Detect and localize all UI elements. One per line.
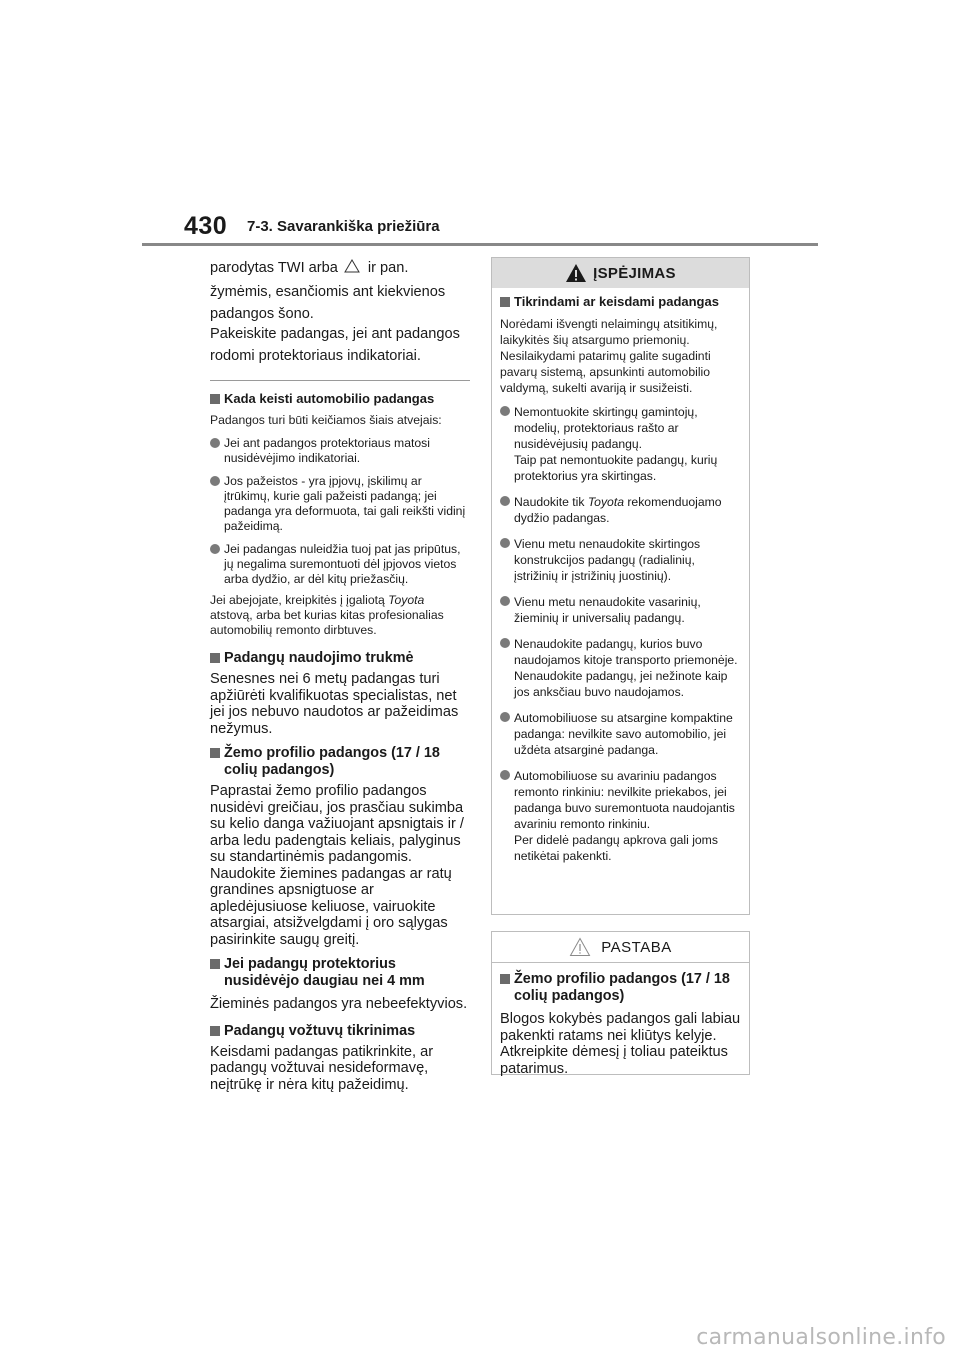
- left-column: [210, 258, 470, 1093]
- when-heading: [210, 391, 470, 407]
- intro-line-3: padangos šono.: [210, 306, 314, 322]
- lowprofile-heading-text: Žemo profilio padangos (17 / 18 colių padangos): [224, 745, 440, 778]
- bullet-text: Nemontuokite skirtingų gamintojų, modelių, protektoriaus rašto ar nusidėvėjusių padangų.: [514, 405, 698, 451]
- list-item: [500, 404, 741, 484]
- life-text: [210, 671, 470, 737]
- warning-title: ĮSPĖJIMAS: [593, 264, 676, 282]
- round-bullet-icon: [500, 712, 510, 722]
- square-bullet-icon: [210, 394, 220, 404]
- valve-text: Keisdami padangas patikrinkite, ar padangų vožtuvai nesideformavę, neįtrūkę ir nėra kitų pažeidimų.: [210, 1043, 434, 1093]
- dealer-note: [210, 593, 470, 638]
- round-bullet-icon: [210, 438, 220, 448]
- warning-heading: [500, 294, 741, 310]
- bullet-text-b: rekomenduojamo dydžio padangas.: [514, 495, 722, 525]
- round-bullet-icon: [500, 406, 510, 416]
- lowprofile-text-content: Paprastai žemo profilio padangos nusidėvi greičiau, jos prasčiau sukimba su kelio danga važiuojant apsnigtais ir / arba ledu padengtais keliais, palyginus su standartinėmis padangomis. Naudokite žiemines padangas ar ratų grandines apsnigtuose ar apledėjusiuose keliuose, vairuokite atsargiai, atsižvelgdami į oro sąlygas pasirinkite saugų greitį.: [210, 783, 464, 948]
- square-bullet-icon: [210, 959, 220, 969]
- brand-name: Toyota: [388, 593, 425, 607]
- bullet-text-a: Naudokite tik: [514, 495, 588, 509]
- dealer-note-a: Jei abejojate, kreipkitės į įgaliotą: [210, 593, 389, 607]
- brand-name: Toyota: [587, 495, 624, 509]
- list-item-text: [514, 636, 741, 700]
- list-item-text: [514, 404, 741, 484]
- tread4mm-text: Žieminės padangos yra nebeefektyvios.: [210, 996, 468, 1012]
- intro-line-1-a: parodytas TWI arba: [210, 260, 338, 276]
- warning-content: [492, 288, 749, 864]
- tread4mm-heading: [210, 956, 470, 990]
- note-header: [492, 932, 749, 962]
- note-title: PASTABA: [601, 938, 672, 956]
- life-heading: [210, 650, 470, 667]
- list-item-text: Jei ant padangos protektoriaus matosi nusidėvėjimo indikatoriai.: [224, 436, 430, 465]
- bullet-text: Nenaudokite padangų, kurios buvo naudojamos kitoje transporto priemonėje.: [514, 637, 738, 667]
- list-item-text: Automobiliuose su atsargine kompaktine padanga: nevilkite savo automobilio, jei uždėta atsarginė padanga.: [514, 711, 733, 757]
- intro-paragraph: [210, 258, 470, 366]
- list-item-text: [514, 494, 741, 526]
- note-box: [491, 931, 750, 1075]
- dealer-note-b: atstovą, arba bet kurias kitas profesionalias automobilių remonto dirbtuves.: [210, 608, 444, 637]
- bullet-text-extra: Nenaudokite padangų, jei nežinote kaip jos anksčiau buvo naudojamos.: [514, 669, 728, 699]
- list-item: [500, 494, 741, 526]
- list-item-text: [514, 768, 741, 864]
- list-item: [500, 636, 741, 700]
- life-text-content: Senesnes nei 6 metų padangas turi apžiūrėti kvalifikuotas specialistas, net jei jos nebuvo naudotos ar pažeidimas nežymus.: [210, 671, 459, 737]
- section-divider: [210, 380, 470, 381]
- round-bullet-icon: [500, 538, 510, 548]
- life-heading-text: Padangų naudojimo trukmė: [224, 650, 414, 666]
- list-item-text: Jos pažeistos - yra įpjovų, įskilimų ar įtrūkimų, kurie gali pažeisti padangą; jei padanga yra deformuota, tai gali reikšti vidinį pažeidimą.: [224, 474, 466, 533]
- list-item: [500, 594, 741, 626]
- round-bullet-icon: [500, 638, 510, 648]
- list-item: [210, 474, 470, 534]
- note-heading: [500, 971, 741, 1005]
- list-item-text: Vienu metu nenaudokite vasarinių, žieminių ir universalių padangų.: [514, 595, 701, 625]
- intro-line-4: Pakeiskite padangas, jei ant padangos: [210, 326, 460, 342]
- square-bullet-icon: [210, 653, 220, 663]
- when-intro: Padangos turi būti keičiamos šiais atvejais:: [210, 413, 442, 427]
- lowprofile-heading: [210, 745, 470, 779]
- lowprofile-text: [210, 783, 470, 948]
- bullet-text-extra: Per didelė padangų apkrova gali joms netikėtai pakenkti.: [514, 833, 718, 863]
- list-item-text: Jei padangas nuleidžia tuoj pat jas pripūtus, jų negalima suremontuoti dėl įpjovos vietos arba dydžio, ar dėl kitų priežasčių.: [224, 542, 461, 586]
- valve-heading-text: Padangų vožtuvų tikrinimas: [224, 1022, 416, 1039]
- square-bullet-icon: [500, 297, 510, 307]
- list-item: [500, 768, 741, 864]
- valve-heading: [210, 1023, 470, 1040]
- round-bullet-icon: [500, 596, 510, 606]
- warning-heading-text: Tikrindami ar keisdami padangas: [514, 294, 719, 309]
- list-item-text: Vienu metu nenaudokite skirtingos konstrukcijos padangų (radialinių, įstrižinių ir įstrižinių juostinių).: [514, 537, 701, 583]
- watermark: carmanualsonline.info: [696, 1325, 946, 1350]
- round-bullet-icon: [500, 496, 510, 506]
- warning-header: [492, 258, 749, 288]
- notice-triangle-icon: [569, 937, 591, 957]
- section-title: 7-3. Savarankiška priežiūra: [247, 218, 440, 235]
- header-rule: [142, 243, 818, 246]
- round-bullet-icon: [210, 476, 220, 486]
- intro-line-5: rodomi protektoriaus indikatoriai.: [210, 348, 421, 364]
- list-item: [500, 536, 741, 584]
- list-item: [210, 436, 470, 466]
- warning-box: [491, 257, 750, 915]
- list-item: [210, 542, 470, 587]
- note-content: [492, 963, 749, 1077]
- list-item: [500, 710, 741, 758]
- square-bullet-icon: [210, 1026, 220, 1036]
- note-heading-text: Žemo profilio padangos (17 / 18 colių padangos): [514, 971, 730, 1004]
- square-bullet-icon: [500, 974, 510, 984]
- intro-line-2: žymėmis, esančiomis ant kiekvienos: [210, 284, 446, 300]
- intro-line-1: [210, 258, 470, 278]
- when-heading-text: Kada keisti automobilio padangas: [224, 391, 435, 406]
- round-bullet-icon: [500, 770, 510, 780]
- page-number: 430: [184, 212, 228, 240]
- warning-triangle-icon: [565, 263, 587, 283]
- warning-intro: Norėdami išvengti nelaimingų atsitikimų, laikykitės šių atsargumo priemonių. Nesilaikydami patarimų galite sugadinti pavarų sistemą, apsunkinti automobilio valdymą, sukelti avariją ir susižeisti.: [500, 317, 718, 395]
- bullet-text: Automobiliuose su avariniu padangos remonto rinkiniu: nevilkite priekabos, jei padanga buvo suremontuota naudojantis avariniu remonto rinkiniu.: [514, 769, 735, 831]
- intro-line-1-b: ir pan.: [367, 260, 409, 276]
- note-text: Blogos kokybės padangos gali labiau pakenkti ratams nei kliūtys kelyje. Atkreipkite dėmesį į toliau pateiktus patarimus.: [500, 1011, 741, 1077]
- square-bullet-icon: [210, 748, 220, 758]
- tread4mm-heading-text: Jei padangų protektorius nusidėvėjo daugiau nei 4 mm: [224, 956, 425, 989]
- round-bullet-icon: [210, 544, 220, 554]
- bullet-text-extra: Taip pat nemontuokite padangų, kurių protektorius yra skirtingas.: [514, 453, 718, 483]
- tread-mark-triangle-icon: [344, 259, 360, 273]
